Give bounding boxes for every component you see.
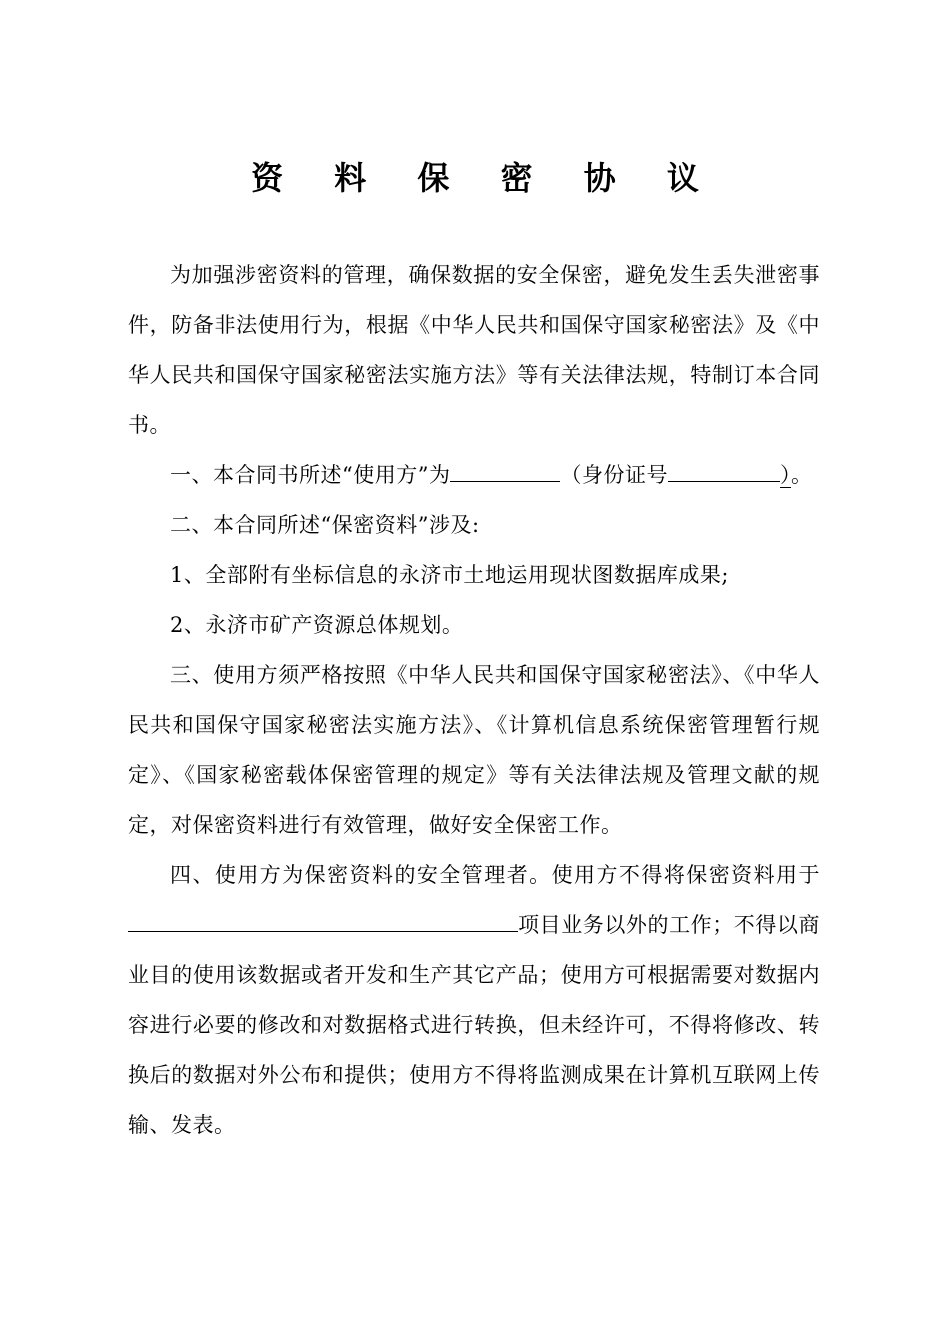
document-title: 资 料 保 密 协 议 [251, 159, 719, 197]
intro-paragraph: 为加强涉密资料的管理，确保数据的安全保密，避免发生丢失泄密事件，防备非法使用行为，根据《中华人民共和国保守国家秘密法》及《中华人民共和国保守国家秘密法实施方法》等有关法律法规，特制订本合同书。 [128, 263, 820, 437]
compliance-clause: 三、使用方须严格按照《中华人民共和国保守国家秘密法》、《中华人民共和国保守国家秘密法实施方法》、《计算机信息系统保密管理暂行规定》、《国家秘密载体保密管理的规定》等有关法律法规及管理文献的规定，对保密资料进行有效管理，做好安全保密工作。 [128, 663, 820, 837]
usage-restriction-line1: 四、使用方为保密资料的安全管理者。使用方不得将保密资料用于 [170, 863, 820, 887]
id-number-blank[interactable] [668, 459, 780, 482]
usage-restriction-rest: 商业目的使用该数据或者开发和生产其它产品；使用方可根据需要对数据内容进行必要的修改和对数据格式进行转换，但未经许可，不得将修改、转换后的数据对外公布和提供；使用方不得将监测成果在计算机互联网上传输、发表。 [128, 913, 820, 1137]
scope-item-1: 1、全部附有坐标信息的永济市土地运用现状图数据库成果; [170, 563, 729, 587]
usage-restriction-after-blank: 项目业务以外的工作；不得以 [518, 913, 799, 937]
user-party-end: 。 [790, 463, 813, 487]
id-close-paren: ） [779, 463, 791, 487]
user-party-clause [128, 450, 820, 500]
id-number-label: （身份证号 [560, 463, 668, 487]
project-name-blank[interactable] [128, 909, 518, 932]
user-party-prefix: 一、本合同书所述“使用方”为 [170, 463, 451, 487]
confidential-scope-clause: 二、本合同所述“保密资料”涉及: [170, 513, 480, 537]
user-name-blank[interactable] [450, 459, 560, 482]
document-body [128, 250, 820, 1150]
usage-restriction-clause [128, 850, 820, 1150]
scope-item-2: 2、永济市矿产资源总体规划。 [170, 613, 464, 637]
